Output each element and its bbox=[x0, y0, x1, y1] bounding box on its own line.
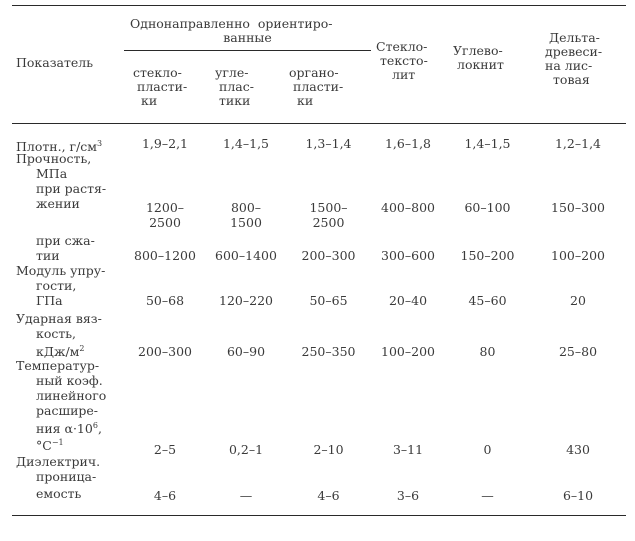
table-cell: 400–800 bbox=[381, 200, 435, 215]
table-cell: 45–60 bbox=[468, 293, 507, 308]
table-cell: — bbox=[239, 488, 253, 503]
table-cell: 1,3–1,4 bbox=[305, 136, 352, 151]
table-cell: 250–350 bbox=[301, 344, 356, 359]
table-cell: — bbox=[481, 488, 494, 503]
property-table: Показатель Однонаправленно ориентиро- ванные стекло- пласти- ки угле- плас- тики органо- пласти- ки Стекло- тексто- лит Углево- локнит Дельта- древеси- на лис- товая Плотн., $г/см^3$ Прочность, МПа при растя- жении при сжа- тии Модуль упру- гости, ГПа Ударная вяз- кость, кДж/$м^2$ Температур- ный коэф. линейного расшире- ния $\alpha\cdot 10^6$, $^\circ С^{-1}$ Диэлектрич. проница- емость 1,9–2,1 1,4–1,5 1,3–1,4 1,6–1,8 1,4–1,5 1,2–1,4 1200– 800– 1500– 400–800 60–100 150–300 2500 1500 2500 800–1200 600–1400 200–300 300–600 150–200 100–200 50–68 120–220 50–65 20–40 45–60 20 200–300 60–90 250–350 100–200 80 25–80 2–5 0,2–1 2–10 3–11 0 430 4–6 — 4–6 3–6 — 6–10 bbox=[0, 0, 635, 541]
table-cell: 0,2–1 bbox=[228, 442, 264, 457]
table-cell: 60–100 bbox=[464, 200, 511, 215]
table-cell: 1,4–1,5 bbox=[222, 136, 269, 151]
table-cell: 800– bbox=[230, 200, 262, 215]
table-cell: 1,4–1,5 bbox=[464, 136, 511, 151]
table-cell: 1500 bbox=[230, 215, 262, 230]
table-cell: 0 bbox=[483, 442, 492, 457]
top-rule bbox=[12, 5, 626, 6]
table-cell: 50–65 bbox=[309, 293, 348, 308]
table-cell: 2–10 bbox=[313, 442, 344, 457]
header-group-line1: Однонаправленно ориентиро- bbox=[130, 16, 333, 31]
table-cell: 120–220 bbox=[219, 293, 273, 308]
table-cell: 2–5 bbox=[153, 442, 177, 457]
table-cell: 100–200 bbox=[551, 248, 605, 263]
table-cell: 20–40 bbox=[388, 293, 428, 308]
table-cell: 200–300 bbox=[301, 248, 356, 263]
table-cell: 25–80 bbox=[558, 344, 598, 359]
table-cell: 50–68 bbox=[145, 293, 185, 308]
table-cell: 2500 bbox=[149, 215, 181, 230]
header-group-line2: ванные bbox=[223, 30, 272, 45]
table-cell: 80 bbox=[479, 344, 496, 359]
table-cell: 1,2–1,4 bbox=[554, 136, 601, 151]
table-cell: 3–11 bbox=[392, 442, 424, 457]
table-cell: 200–300 bbox=[138, 344, 192, 359]
table-cell: 430 bbox=[566, 442, 590, 457]
table-cell: 60–90 bbox=[226, 344, 266, 359]
label-density: Плотн., $г/см^3$ bbox=[16, 139, 103, 154]
table-cell: 4–6 bbox=[317, 488, 340, 503]
table-cell: 100–200 bbox=[381, 344, 435, 359]
group-subheader-rule bbox=[124, 50, 371, 51]
table-cell: 4–6 bbox=[153, 488, 177, 503]
table-cell: 1500– bbox=[309, 200, 348, 215]
bottom-rule bbox=[12, 515, 626, 516]
table-cell: 600–1400 bbox=[215, 248, 277, 263]
table-cell: 1,6–1,8 bbox=[384, 136, 431, 151]
table-cell: 2500 bbox=[312, 215, 345, 230]
table-cell: 20 bbox=[570, 293, 586, 308]
header-bottom-rule bbox=[12, 123, 626, 124]
table-cell: 3–6 bbox=[396, 488, 420, 503]
table-cell: 6–10 bbox=[562, 488, 594, 503]
table-cell: 800–1200 bbox=[134, 248, 196, 263]
table-cell: 300–600 bbox=[381, 248, 435, 263]
table-cell: 1,9–2,1 bbox=[141, 136, 188, 151]
table-cell: 1200– bbox=[145, 200, 185, 215]
table-cell: 150–200 bbox=[460, 248, 515, 263]
header-pokazatel: Показатель bbox=[16, 55, 94, 70]
table-cell: 150–300 bbox=[551, 200, 605, 215]
